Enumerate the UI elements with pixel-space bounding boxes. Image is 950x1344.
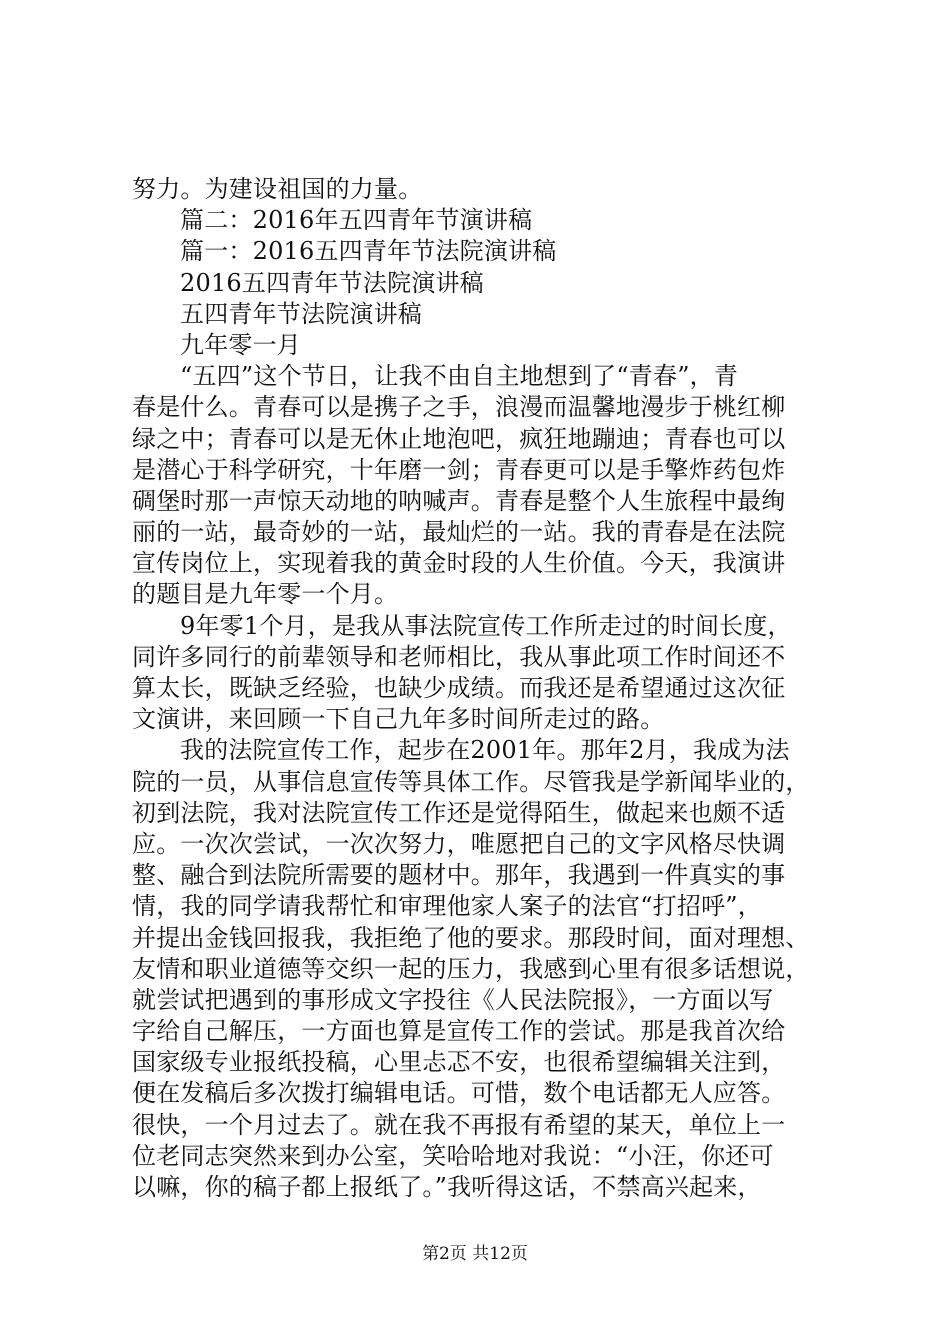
text-line: 应。一次次尝试，一次次努力，唯愿把自己的文字风格尽快调: [132, 829, 786, 858]
text-line: 便在发稿后多次拨打编辑电话。可惜，数个电话都无人应答。: [132, 1079, 786, 1108]
text-line: 国家级专业报纸投稿，心里忐忑不安，也很希望编辑关注到，: [132, 1048, 786, 1077]
text-line: 丽的一站，最奇妙的一站，最灿烂的一站。我的青春是在法院: [132, 518, 786, 547]
page-footer: 第2页 共12页: [422, 1244, 528, 1264]
text-line: 初到法院，我对法院宣传工作还是觉得陌生，做起来也颇不适: [132, 798, 786, 827]
text-line: 九年零一月: [180, 330, 301, 359]
text-line: 整、融合到法院所需要的题材中。那年，我遇到一件真实的事: [132, 861, 786, 890]
text-line: 2016五四青年节法院演讲稿: [180, 268, 484, 297]
text-line: 友情和职业道德等交织一起的压力，我感到心里有很多话想说，: [132, 954, 810, 983]
text-line: 碉堡时那一声惊天动地的呐喊声。青春是整个人生旅程中最绚: [132, 486, 786, 515]
text-line: 篇一：2016五四青年节法院演讲稿: [180, 237, 557, 266]
text-line: 9年零1个月，是我从事法院宣传工作所走过的时间长度，: [180, 611, 792, 640]
text-line: 情，我的同学请我帮忙和审理他家人案子的法官“打招呼”，: [132, 892, 762, 921]
text-line: 算太长，既缺乏经验，也缺少成绩。而我还是希望通过这次征: [132, 674, 786, 702]
text-line: 努力。为建设祖国的力量。: [132, 175, 423, 203]
text-line: 字给自己解压，一方面也算是宣传工作的尝试。那是我首次给: [132, 1017, 786, 1046]
text-line: 的题目是九年零一个月。: [132, 580, 399, 609]
text-line: 院的一员，从事信息宣传等具体工作。尽管我是学新闻毕业的，: [132, 767, 810, 796]
text-line: 并提出金钱回报我，我拒绝了他的要求。那段时间，面对理想、: [132, 923, 810, 952]
text-line: 就尝试把遇到的事形成文字投往《人民法院报》，一方面以写: [132, 985, 774, 1014]
text-line: “五四”这个节日，让我不由自主地想到了“青春”，青: [180, 362, 739, 391]
text-line: 篇二：2016年五四青年节演讲稿: [180, 206, 533, 235]
text-line: 以嘛，你的稿子都上报纸了。”我听得这话，不禁高兴起来，: [132, 1173, 762, 1201]
text-line: 文演讲，来回顾一下自己九年多时间所走过的路。: [132, 705, 665, 734]
text-line: 我的法院宣传工作，起步在2001年。那年2月，我成为法: [180, 736, 790, 765]
text-line: 很快，一个月过去了。就在我不再报有希望的某天，单位上一: [132, 1110, 786, 1139]
text-line: 五四青年节法院演讲稿: [180, 299, 422, 328]
text-line: 绿之中；青春可以是无休止地泡吧，疯狂地蹦迪；青春也可以: [132, 424, 786, 453]
text-line: 同许多同行的前辈领导和老师相比，我从事此项工作时间还不: [132, 642, 786, 671]
text-line: 位老同志突然来到办公室，笑哈哈地对我说：“小汪，你还可: [132, 1141, 774, 1170]
text-line: 春是什么。青春可以是携子之手，浪漫而温馨地漫步于桃红柳: [132, 393, 786, 422]
document-body: [132, 174, 832, 1203]
text-line: 是潜心于科学研究，十年磨一剑；青春更可以是手擎炸药包炸: [132, 455, 786, 484]
text-line: 宣传岗位上，实现着我的黄金时段的人生价值。今天，我演讲: [132, 549, 786, 578]
